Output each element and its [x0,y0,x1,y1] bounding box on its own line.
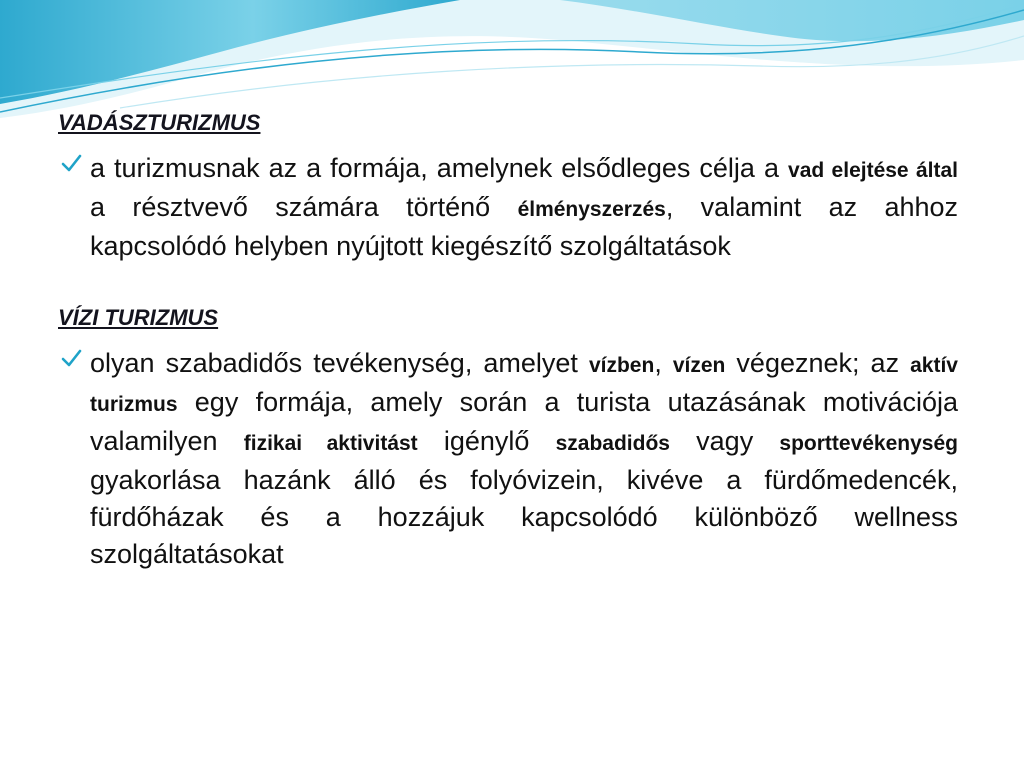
bold-term: vad elejtése által [788,159,958,182]
bold-term: vízen [672,354,726,377]
bullet-vizi-turizmus [58,345,958,573]
bullet-text: a résztvevő számára történő [90,192,518,222]
bold-term: sporttevékenység [779,432,958,455]
slide-content [58,108,958,573]
bullet-text: gyakorlása hazánk álló és folyóvizein, kivéve a fürdőmedencék, fürdőházak és a hozzájuk kapcsolódó különböző wellness szolgáltatásokat [90,465,958,569]
bullet-text: , valamint az ahhoz kapcsolódó helyben nyújtott kiegészítő szolgáltatások [90,192,959,261]
bullet-text: igénylő [417,426,556,456]
bold-term: élményszerzés [517,198,666,221]
bold-term: szabadidős [555,432,670,455]
checkmark-icon [60,152,82,174]
bullet-text: egy formája, amely során a turista utazásának motivációja valamilyen [90,387,958,456]
section-heading-vadaszturizmus: VADÁSZTURIZMUS [58,110,261,135]
bullet-text: vagy [669,426,780,456]
bullet-text: végeznek; az [725,348,911,378]
bold-term: fizikai aktivitást [243,432,418,455]
section-heading-vizi-turizmus: VÍZI TURIZMUS [58,305,219,330]
bold-term: aktív turizmus [90,354,958,416]
checkmark-icon [60,347,82,369]
bullet-text: , [654,348,673,378]
bullet-text: a turizmusnak az a formája, amelynek elsődleges célja a [90,153,779,183]
bold-term: vízben [588,354,655,377]
bullet-vadaszturizmus [58,150,958,265]
bullet-text: olyan szabadidős tevékenység, amelyet [90,348,589,378]
